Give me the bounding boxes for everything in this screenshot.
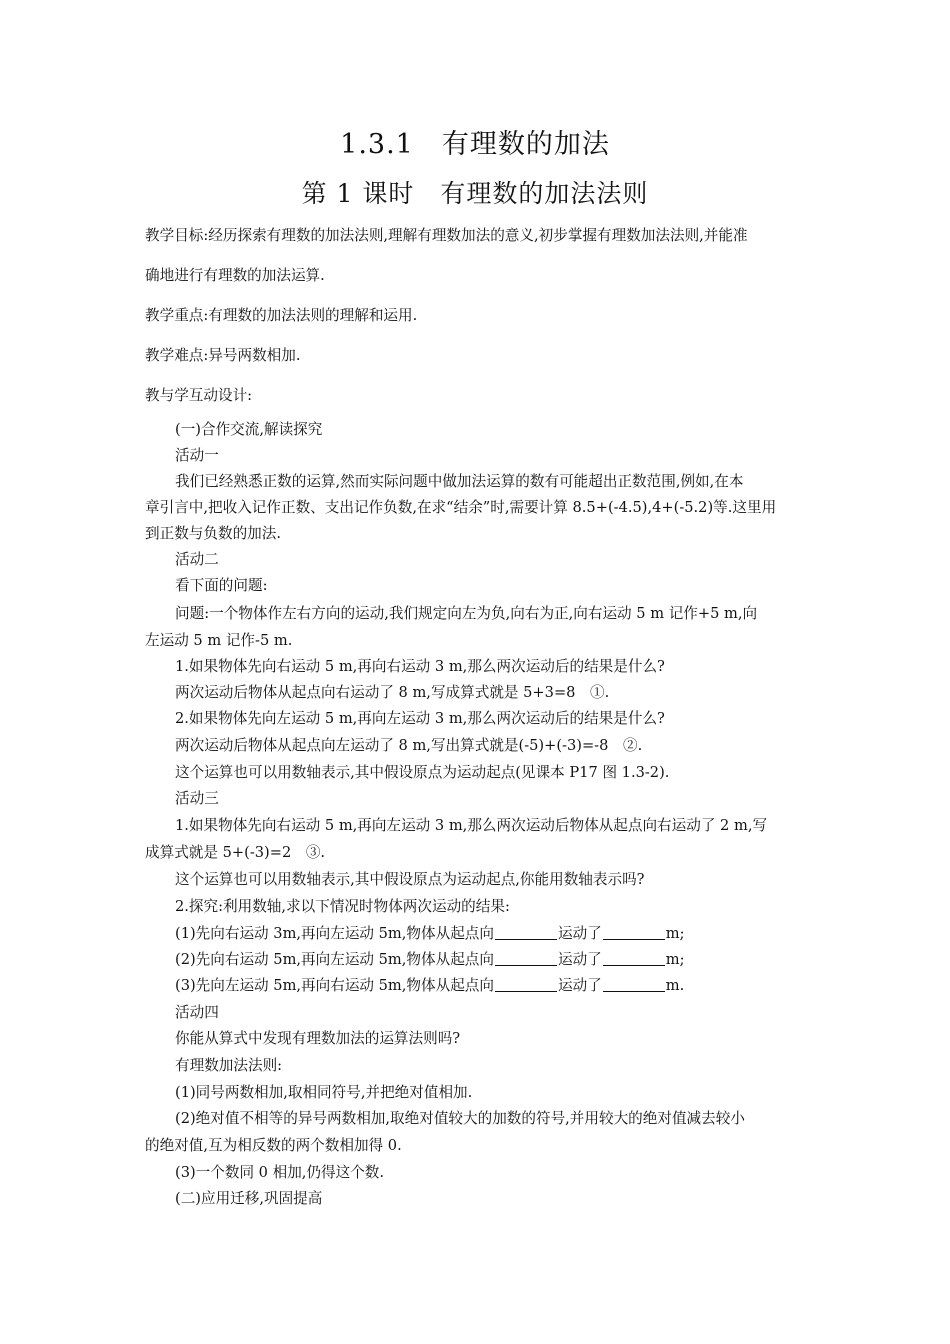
objectives-line-2: 确地进行有理数的加法运算. (145, 267, 325, 284)
activity1-line-2: 章引言中,把收入记作正数、支出记作负数,在求“结余”时,需要计算 8.5+(-4.5),4+(-5.2)等.这里用 (145, 499, 777, 516)
case-3-text-b: 运动了 (557, 977, 602, 994)
case-2-text-a: (2)先向右运动 5m,再向左运动 5m,物体从起点向 (175, 951, 494, 968)
activity3-explore: 2.探究:利用数轴,求以下情况时物体两次运动的结果: (175, 898, 510, 915)
rules-heading: 有理数加法法则: (175, 1057, 283, 1074)
blank-direction-3[interactable] (495, 977, 557, 992)
case-1-text-c: m; (665, 925, 685, 942)
blank-direction-1[interactable] (495, 925, 557, 940)
blank-distance-2[interactable] (603, 951, 665, 966)
case-1-text-a: (1)先向右运动 3m,再向左运动 5m,物体从起点向 (175, 925, 494, 942)
activity1-line-3: 到正数与负数的加法. (145, 525, 281, 542)
difficulty: 教学难点:异号两数相加. (145, 347, 301, 364)
case-2-text-b: 运动了 (557, 951, 602, 968)
activity3-label: 活动三 (175, 790, 219, 807)
case-3-text-c: m. (665, 977, 685, 994)
activity1-label: 活动一 (175, 447, 219, 464)
key-point: 教学重点:有理数的加法法则的理解和运用. (145, 307, 418, 324)
activity2-answer-1: 两次运动后物体从起点向右运动了 8 m,写成算式就是 5+3=8 ①. (175, 684, 610, 701)
lesson-subtitle: 第 1 课时 有理数的加法法则 (301, 179, 649, 208)
rule-2-line-1: (2)绝对值不相等的异号两数相加,取绝对值较大的加数的符号,并用较大的绝对值减去较小 (175, 1110, 745, 1127)
fill-in-case-2 (175, 950, 685, 970)
rule-3: (3)一个数同 0 相加,仍得这个数. (175, 1164, 385, 1181)
section1-heading: (一)合作交流,解读探究 (175, 421, 323, 438)
activity1-line-1: 我们已经熟悉正数的运算,然而实际问题中做加法运算的数有可能超出正数范围,例如,在本 (175, 473, 744, 490)
activity2-intro: 看下面的问题: (175, 577, 268, 594)
activity2-problem-line-1: 问题:一个物体作左右方向的运动,我们规定向左为负,向右为正,向右运动 5 m 记作+5 m,向 (175, 605, 758, 622)
objectives-line-1: 教学目标:经历探索有理数的加法法则,理解有理数加法的意义,初步掌握有理数加法法则,并能准 (145, 227, 748, 244)
activity4-label: 活动四 (175, 1004, 219, 1021)
lesson-title: 1.3.1 有理数的加法 (340, 129, 610, 160)
rule-2-line-2: 的绝对值,互为相反数的两个数相加得 0. (145, 1137, 402, 1154)
design-heading: 教与学互动设计: (145, 387, 253, 404)
fill-in-case-3 (175, 976, 684, 996)
activity4-question: 你能从算式中发现有理数加法的运算法则吗? (175, 1030, 461, 1047)
blank-distance-1[interactable] (603, 925, 665, 940)
case-1-text-b: 运动了 (557, 925, 602, 942)
case-3-text-a: (3)先向左运动 5m,再向右运动 5m,物体从起点向 (175, 977, 494, 994)
blank-distance-3[interactable] (603, 977, 665, 992)
activity3-note: 这个运算也可以用数轴表示,其中假设原点为运动起点,你能用数轴表示吗? (175, 871, 645, 888)
activity2-note: 这个运算也可以用数轴表示,其中假设原点为运动起点(见课本 P17 图 1.3-2). (175, 764, 670, 781)
activity2-question-1: 1.如果物体先向右运动 5 m,再向右运动 3 m,那么两次运动后的结果是什么? (175, 658, 665, 675)
activity3-question-1-line-2: 成算式就是 5+(-3)=2 ③. (145, 844, 326, 861)
activity2-problem-line-2: 左运动 5 m 记作-5 m. (145, 632, 293, 649)
section2-heading: (二)应用迁移,巩固提高 (175, 1190, 323, 1207)
activity2-answer-2: 两次运动后物体从起点向左运动了 8 m,写出算式就是(-5)+(-3)=-8 ②. (175, 737, 643, 754)
activity2-label: 活动二 (175, 551, 219, 568)
activity3-question-1-line-1: 1.如果物体先向右运动 5 m,再向左运动 3 m,那么两次运动后物体从起点向右运动了 2 m,写 (175, 817, 768, 834)
activity2-question-2: 2.如果物体先向左运动 5 m,再向左运动 3 m,那么两次运动后的结果是什么? (175, 710, 665, 727)
case-2-text-c: m; (665, 951, 685, 968)
blank-direction-2[interactable] (495, 951, 557, 966)
rule-1: (1)同号两数相加,取相同符号,并把绝对值相加. (175, 1084, 473, 1101)
fill-in-case-1 (175, 924, 685, 944)
